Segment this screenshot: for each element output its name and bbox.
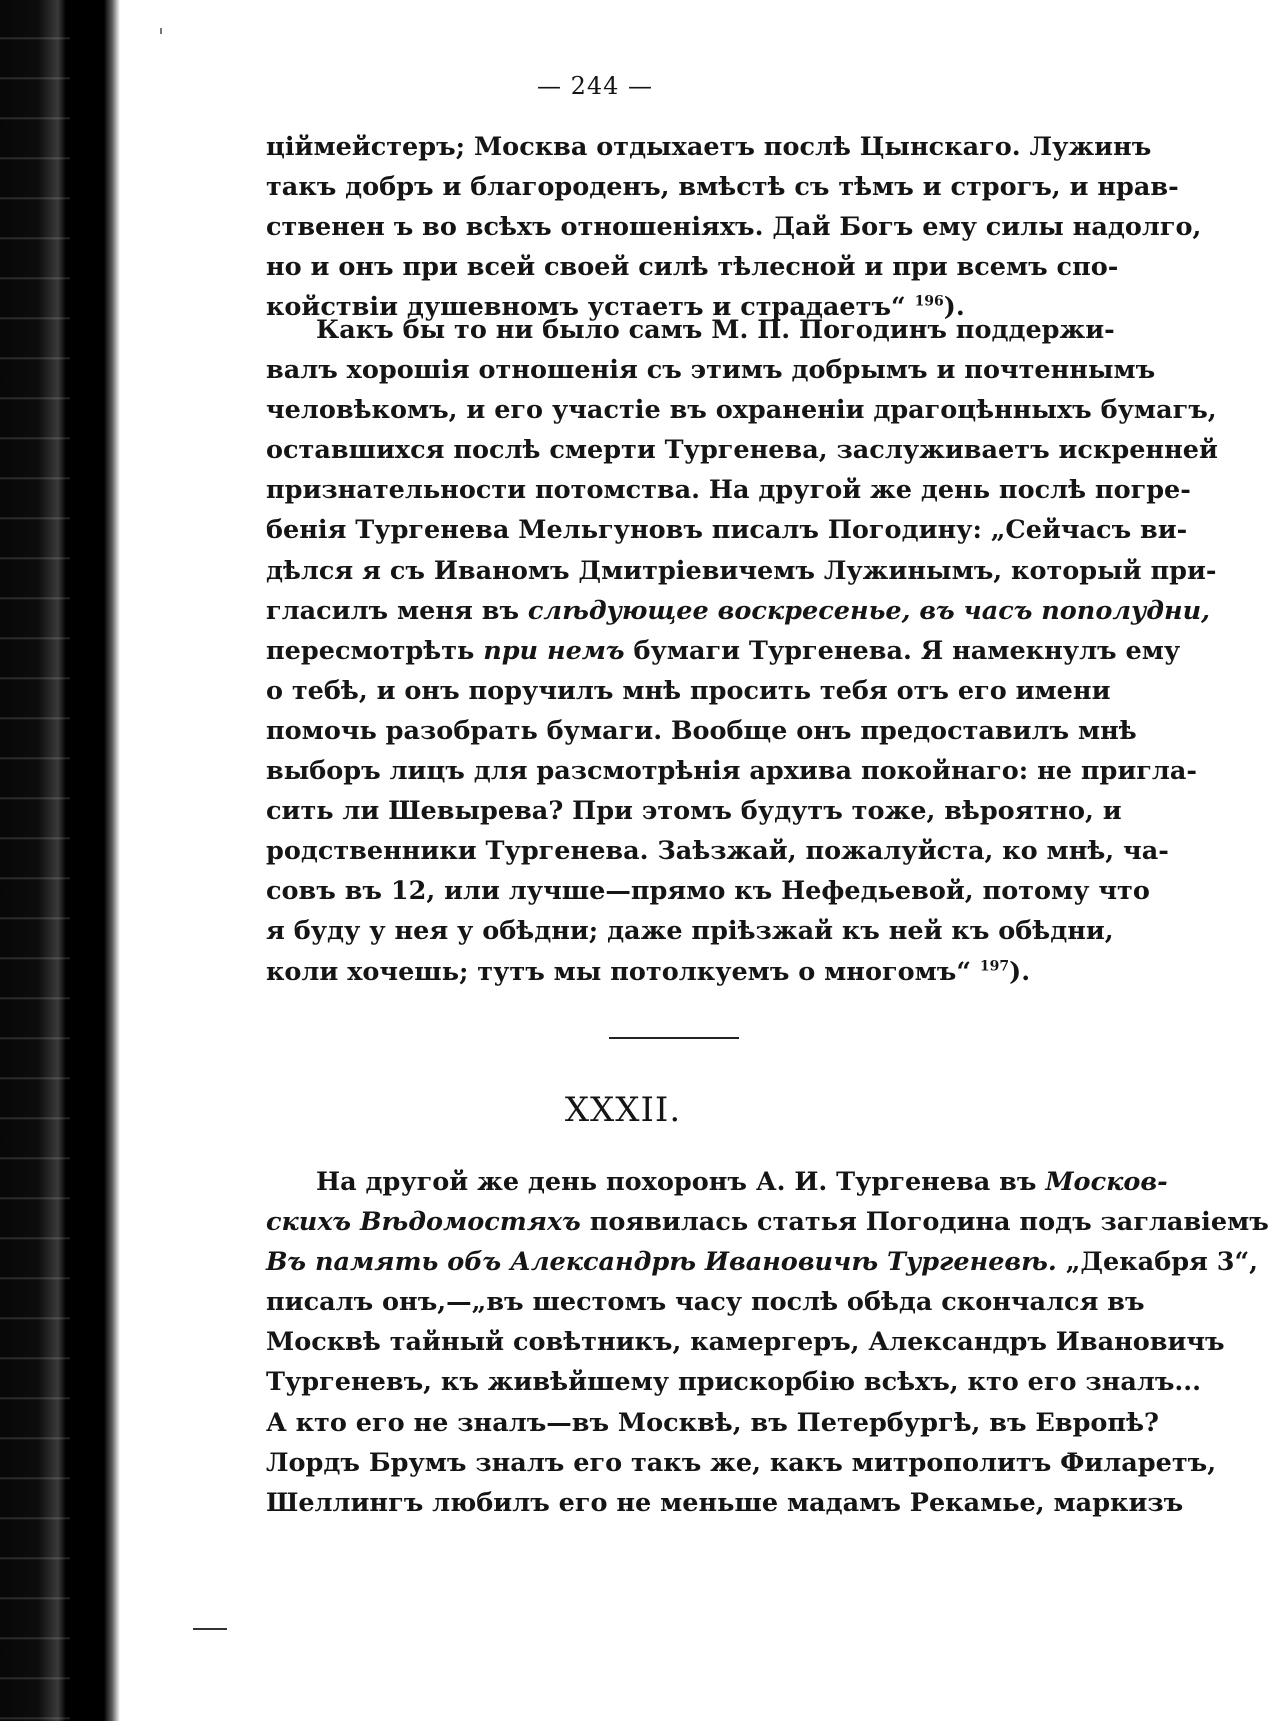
italic-run: скихъ Вѣдомостяхъ: [266, 1207, 581, 1238]
text-line: такъ добръ и благороденъ, вмѣстѣ съ тѣмъ и строгъ, и нрав-: [266, 172, 1179, 203]
paragraph-3: [266, 1162, 1269, 1523]
text-run: бумаги Тургенева. Я намекнулъ ему: [624, 635, 1181, 666]
text-line: выборъ лицъ для разсмотрѣнія архива покойнаго: не пригла-: [266, 756, 1197, 787]
text-line: помочь разобрать бумаги. Вообще онъ предоставилъ мнѣ: [266, 715, 1137, 746]
text-line: дѣлся я съ Иваномъ Дмитріевичемъ Лужинымъ, который при-: [266, 555, 1217, 586]
text-line: родственники Тургенева. Заѣзжай, пожалуйста, ко мнѣ, ча-: [266, 836, 1169, 867]
text-line: я буду у нея у обѣдни; даже пріѣзжай къ ней къ обѣдни,: [266, 916, 1114, 947]
footnote-marker: 196: [914, 293, 944, 310]
text-run: пересмотрѣть: [266, 635, 484, 666]
chapter-heading: XXXII.: [564, 1090, 682, 1130]
text-line: бенія Тургенева Мельгуновъ писалъ Погодину: „Сейчасъ ви-: [266, 515, 1188, 546]
text-line: совъ въ 12, или лучше—прямо къ Нефедьевой, потому что: [266, 876, 1150, 907]
text-run: появилась статья Погодина подъ заглавіемъ: [580, 1207, 1269, 1238]
text-line: Тургеневъ, къ живѣйшему прискорбію всѣхъ, кто его зналъ...: [266, 1367, 1202, 1398]
text-run: ).: [1009, 956, 1031, 987]
text-line: А кто его не зналъ—въ Москвѣ, въ Петербургѣ, въ Европѣ?: [266, 1407, 1159, 1438]
paragraph-2: [266, 310, 1218, 992]
text-line: [266, 1242, 1259, 1282]
italic-run: Москов-: [1045, 1167, 1168, 1197]
text-line: признательности потомства. На другой же день послѣ погре-: [266, 475, 1191, 506]
text-line: Шеллингъ любилъ его не меньше мадамъ Рекамье, маркизъ: [266, 1487, 1184, 1518]
section-divider: [609, 1037, 739, 1039]
text-line: о тебѣ, и онъ поручилъ мнѣ просить тебя отъ его имени: [266, 675, 1111, 706]
text-run: гласилъ меня въ: [266, 595, 528, 626]
text-line: [266, 952, 1074, 992]
text-line: [266, 591, 1210, 631]
text-run: коли хочешь; тутъ мы потолкуемъ о многомъ“: [266, 956, 971, 987]
page-number: — 244 —: [536, 72, 654, 100]
text-line: сить ли Шевырева? При этомъ будутъ тоже, вѣроятно, и: [266, 796, 1122, 827]
text-line: [266, 631, 1181, 671]
text-line: валъ хорошія отношенія съ этимъ добрымъ и почтеннымъ: [266, 355, 1156, 386]
italic-run: при немъ: [483, 635, 625, 666]
scan-mark: [160, 28, 162, 34]
text-run: „Декабря 3“,: [1056, 1247, 1259, 1278]
text-line: человѣкомъ, и его участіе въ охраненіи драгоцѣнныхъ бумагъ,: [266, 395, 1217, 426]
text-line: но и онъ при всей своей силѣ тѣлесной и при всемъ спо-: [266, 252, 1119, 283]
footnote-marker: 197: [979, 958, 1010, 974]
text-run: койствіи душевномъ устаетъ и страдаетъ“: [266, 292, 906, 323]
text-run: На другой же день похоронъ А. И. Тургенева въ: [316, 1167, 1046, 1197]
text-line: [266, 1162, 1168, 1202]
margin-mark: [193, 1628, 227, 1630]
text-line: ціймейстеръ; Москва отдыхаетъ послѣ Цынскаго. Лужинъ: [266, 132, 1152, 162]
text-line: Москвѣ тайный совѣтникъ, камергеръ, Александръ Ивановичъ: [266, 1327, 1225, 1358]
paragraph-1: [266, 127, 1202, 327]
text-line: Какъ бы то ни было самъ М. П. Погодинъ поддержи-: [316, 315, 1115, 345]
text-run: ).: [943, 292, 965, 323]
text-line: [266, 1202, 1269, 1242]
text-line: ственен ъ во всѣхъ отношеніяхъ. Дай Богъ ему силы надолго,: [266, 212, 1202, 243]
text-line: оставшихся послѣ смерти Тургенева, заслуживаетъ искренней: [266, 435, 1218, 466]
binding-texture: [0, 0, 70, 1721]
text-line: Лордъ Брумъ зналъ его такъ же, какъ митрополитъ Филаретъ,: [266, 1447, 1217, 1478]
italic-run: слѣдующее воскресенье, въ часъ пополудни,: [527, 595, 1210, 626]
text-line: писалъ онъ,—„въ шестомъ часу послѣ обѣда скончался въ: [266, 1287, 1145, 1318]
italic-run: Въ память объ Александрѣ Ивановичѣ Тургеневѣ.: [266, 1247, 1057, 1278]
